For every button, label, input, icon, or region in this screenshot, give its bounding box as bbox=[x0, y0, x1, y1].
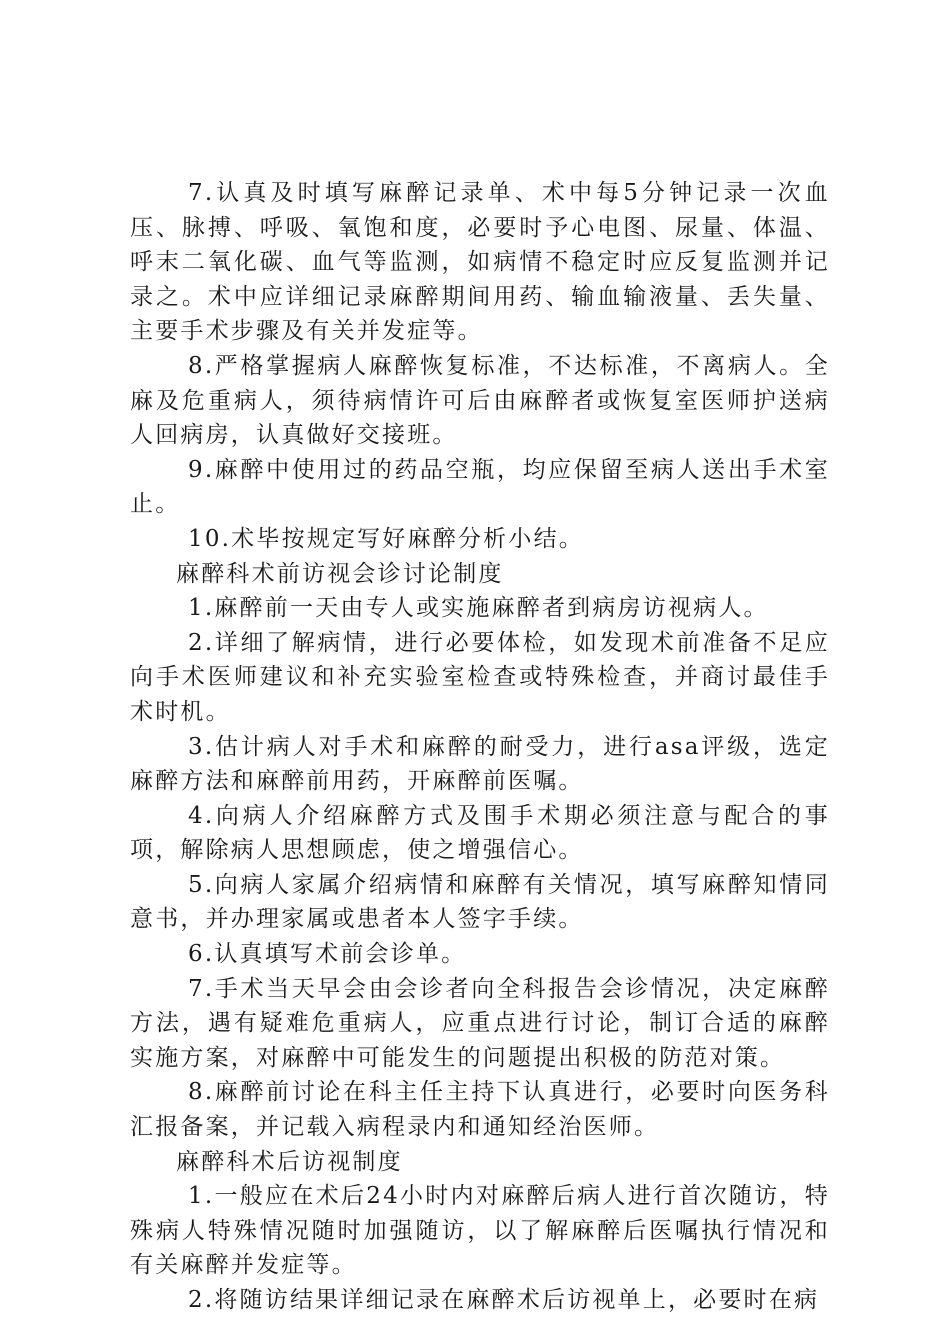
paragraph-preop-5: 5.向病人家属介绍病情和麻醉有关情况，填写麻醉知情同意书，并办理家属或患者本人签字手续。 bbox=[130, 871, 830, 933]
document-body bbox=[130, 176, 830, 1318]
paragraph-postop-2: 2.将随访结果详细记录在麻醉术后访视单上，必要时在病 bbox=[188, 1287, 820, 1313]
paragraph-postop-1: 1.一般应在术后24小时内对麻醉后病人进行首次随访，特殊病人特殊情况随时加强随访，以了解麻醉后医嘱执行情况和有关麻醉并发症等。 bbox=[130, 1183, 830, 1279]
paragraph-item-7-anesthesia-record: 7.认真及时填写麻醉记录单、术中每5分钟记录一次血压、脉搏、呼吸、氧饱和度，必要时予心电图、尿量、体温、呼末二氧化碳、血气等监测，如病情不稳定时应反复监测并记录之。术中应详细记录麻醉期间用药、输血输液量、丢失量、主要手术步骤及有关并发症等。 bbox=[130, 180, 830, 345]
paragraph-item-8-recovery-standard: 8.严格掌握病人麻醉恢复标准，不达标准，不离病人。全麻及危重病人，须待病情许可后由麻醉者或恢复室医师护送病人回病房，认真做好交接班。 bbox=[130, 352, 830, 449]
section-heading-postop-visit: 麻醉科术后访视制度 bbox=[176, 1148, 403, 1175]
paragraph-preop-8: 8.麻醉前讨论在科主任主持下认真进行，必要时向医务科汇报备案，并记载入病程录内和通知经治医师。 bbox=[130, 1079, 830, 1141]
paragraph-preop-4: 4.向病人介绍麻醉方式及围手术期必须注意与配合的事项，解除病人思想顾虑，使之增强信心。 bbox=[130, 802, 830, 864]
section-heading-preop-visit: 麻醉科术前访视会诊讨论制度 bbox=[176, 560, 504, 587]
paragraph-preop-1: 1.麻醉前一天由专人或实施麻醉者到病房访视病人。 bbox=[188, 595, 769, 622]
paragraph-preop-6: 6.认真填写术前会诊单。 bbox=[188, 941, 467, 968]
paragraph-item-10-summary: 10.术毕按规定写好麻醉分析小结。 bbox=[188, 525, 584, 552]
paragraph-preop-7: 7.手术当天早会由会诊者向全科报告会诊情况，决定麻醉方法，遇有疑难危重病人，应重点进行讨论，制订合适的麻醉实施方案，对麻醉中可能发生的问题提出积极的防范对策。 bbox=[130, 975, 830, 1071]
paragraph-item-9-empty-vials: 9.麻醉中使用过的药品空瓶，均应保留至病人送出手术室止。 bbox=[130, 456, 830, 518]
paragraph-preop-3: 3.估计病人对手术和麻醉的耐受力，进行asa评级，选定麻醉方法和麻醉前用药，开麻醉前医嘱。 bbox=[130, 733, 830, 795]
paragraph-preop-2: 2.详细了解病情，进行必要体检，如发现术前准备不足应向手术医师建议和补充实验室检查或特殊检查，并商讨最佳手术时机。 bbox=[130, 629, 830, 725]
